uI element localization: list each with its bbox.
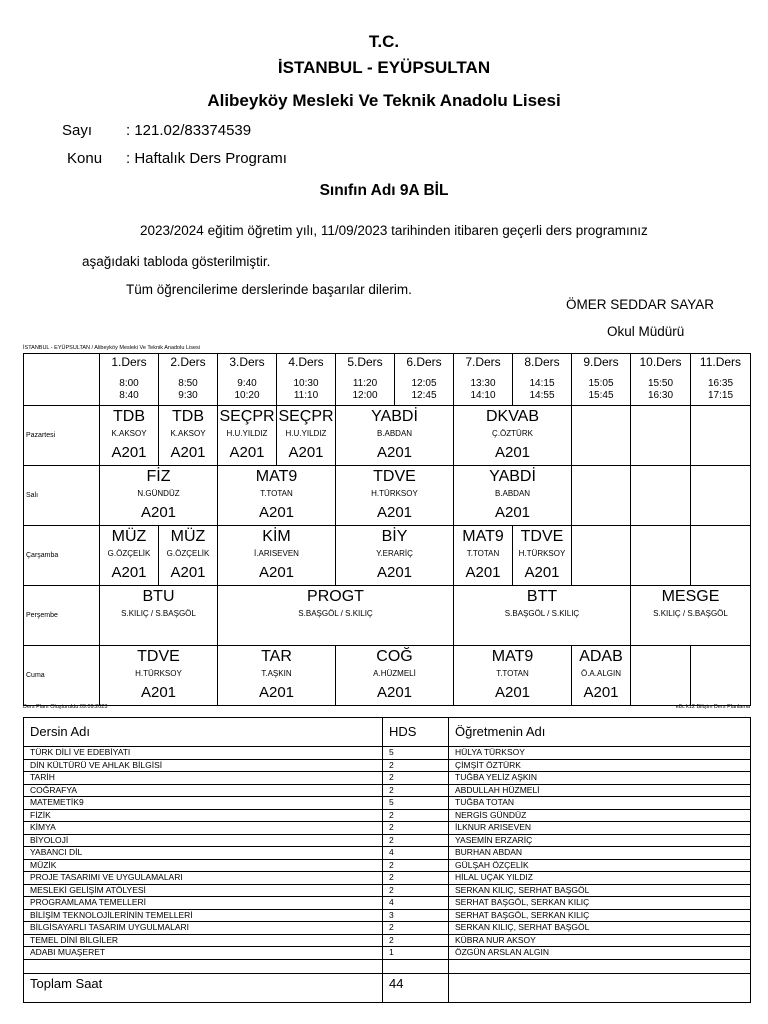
lesson-teacher: B.ABDAN	[376, 429, 413, 438]
period-name: 8.Ders	[524, 355, 560, 369]
lesson-teacher: H.U.YILDIZ	[226, 429, 268, 438]
course-hours: 2	[383, 784, 449, 797]
lesson-code: ADAB	[579, 648, 623, 665]
total-label: Toplam Saat	[24, 973, 383, 1002]
period-name: 10.Ders	[639, 355, 682, 369]
course-row	[24, 784, 751, 797]
lesson-cell	[631, 586, 751, 646]
lesson-code: FİZ	[146, 468, 171, 485]
lesson-room: A201	[376, 684, 413, 701]
course-teacher: SERKAN KILIÇ, SERHAT BAŞGÖL	[449, 922, 751, 935]
lesson-code: MESGE	[661, 588, 720, 605]
lesson-cell	[336, 526, 454, 586]
lesson-code: TDVE	[373, 468, 416, 485]
period-start: 14:15	[529, 378, 555, 389]
lesson-cell	[454, 586, 631, 646]
lesson-teacher: N.GÜNDÜZ	[137, 489, 180, 498]
sayi-value: : 121.02/83374539	[126, 122, 252, 139]
period-header	[395, 354, 454, 406]
day-name: Cuma	[24, 646, 100, 706]
course-name: TEMEL DİNİ BİLGİLER	[24, 934, 383, 947]
period-end: 12:00	[352, 390, 378, 401]
course-row	[24, 759, 751, 772]
lesson-code: MAT9	[255, 468, 298, 485]
day-name: Salı	[24, 466, 100, 526]
lesson-code: SEÇPR	[219, 408, 275, 425]
course-row	[24, 847, 751, 860]
course-name: BİLGİSAYARLI TASARIM UYGULMALARI	[24, 922, 383, 935]
lesson-teacher: T.TOTAN	[496, 669, 529, 678]
course-hours: 1	[383, 947, 449, 960]
lesson-room: A201	[288, 444, 324, 461]
lesson-room: A201	[524, 564, 560, 581]
period-name: 2.Ders	[170, 355, 206, 369]
lesson-cell	[454, 646, 572, 706]
period-name: 11.Ders	[699, 355, 742, 369]
signature-name: ÖMER SEDDAR SAYAR	[566, 297, 715, 312]
sayi-label: Sayı	[62, 122, 93, 139]
course-column-header: Dersin Adı	[24, 718, 383, 747]
course-hours: 2	[383, 759, 449, 772]
course-teacher: HİLAL UÇAK YILDIZ	[449, 872, 751, 885]
course-row	[24, 747, 751, 760]
course-teacher: SERHAT BAŞGÖL, SERKAN KILIÇ	[449, 897, 751, 910]
course-hours: 2	[383, 772, 449, 785]
blank-cell	[24, 959, 383, 973]
lesson-teacher: H.U.YILDIZ	[285, 429, 327, 438]
lesson-room: A201	[583, 684, 619, 701]
lesson-cell	[572, 526, 631, 586]
course-teacher: KÜBRA NUR AKSOY	[449, 934, 751, 947]
schedule-day-row	[24, 526, 751, 586]
lesson-cell	[100, 646, 218, 706]
course-hours: 2	[383, 884, 449, 897]
lesson-teacher: K.AKSOY	[111, 429, 147, 438]
lesson-code: MAT9	[462, 528, 504, 545]
course-hours: 2	[383, 934, 449, 947]
course-hours: 2	[383, 872, 449, 885]
lesson-room: A201	[170, 564, 206, 581]
blank-cell	[383, 959, 449, 973]
period-start: 16:35	[707, 378, 734, 389]
lesson-cell	[631, 406, 691, 466]
schedule-table	[23, 353, 751, 706]
schedule-footer-left: Ders Planı Oluşturuldu:09.09.2023	[23, 704, 108, 710]
lesson-cell	[100, 466, 218, 526]
lesson-code: MAT9	[491, 648, 534, 665]
lesson-room: A201	[494, 504, 531, 521]
period-start: 8:50	[178, 378, 198, 389]
period-end: 16:30	[647, 390, 674, 401]
lesson-teacher: Ç.ÖZTÜRK	[492, 429, 533, 438]
course-name: MÜZİK	[24, 859, 383, 872]
period-header	[159, 354, 218, 406]
header-city: İSTANBUL - EYÜPSULTAN	[277, 58, 491, 77]
lesson-code: MÜZ	[111, 528, 147, 545]
course-name: MESLEKİ GELİŞİM ATÖLYESİ	[24, 884, 383, 897]
period-spacer	[454, 369, 512, 378]
schedule-day-row	[24, 586, 751, 646]
period-name: 7.Ders	[465, 355, 501, 369]
period-start: 13:30	[470, 378, 496, 389]
lesson-code: YABDİ	[489, 468, 536, 485]
lesson-cell	[100, 406, 159, 466]
day-name: Çarşamba	[24, 526, 100, 586]
period-spacer	[277, 369, 335, 378]
period-header	[513, 354, 572, 406]
course-row	[24, 772, 751, 785]
lesson-code: PROGT	[307, 588, 364, 605]
lesson-teacher: Y.ERARİÇ	[376, 549, 413, 558]
course-name: ADABI MUAŞERET	[24, 947, 383, 960]
lesson-cell	[159, 526, 218, 586]
lesson-cell	[513, 526, 572, 586]
course-column-header: HDS	[383, 718, 449, 747]
course-name: PROGRAMLAMA TEMELLERİ	[24, 897, 383, 910]
period-header	[277, 354, 336, 406]
lesson-cell	[218, 466, 336, 526]
class-title: Sınıfın Adı 9A BİL	[319, 182, 449, 199]
period-name: 1.Ders	[111, 355, 147, 369]
lesson-cell	[631, 646, 691, 706]
course-name: TÜRK DİLİ VE EDEBİYATI	[24, 747, 383, 760]
period-end: 14:10	[470, 390, 496, 401]
lesson-teacher: G.ÖZÇELİK	[107, 549, 151, 558]
period-start: 8:00	[119, 378, 139, 389]
lesson-teacher: A.HÜZMELİ	[373, 669, 416, 678]
period-end: 17:15	[707, 390, 734, 401]
period-header	[336, 354, 395, 406]
period-start: 11:20	[352, 378, 378, 389]
body-paragraph-3: Tüm öğrencilerime derslerinde başarılar dilerim.	[126, 282, 412, 297]
course-name: COĞRAFYA	[24, 784, 383, 797]
course-row	[24, 859, 751, 872]
lesson-teacher: B.ABDAN	[494, 489, 531, 498]
course-teacher: TUĞBA YELİZ AŞKIN	[449, 772, 751, 785]
lesson-code: BİY	[381, 528, 408, 545]
lesson-code: BTT	[526, 588, 558, 605]
lesson-teacher: S.KILIÇ / S.BAŞGÖL	[121, 609, 196, 618]
course-teacher: HÜLYA TÜRKSOY	[449, 747, 751, 760]
lesson-cell	[336, 406, 454, 466]
course-hours: 2	[383, 834, 449, 847]
period-name: 4.Ders	[288, 355, 324, 369]
konu-value: : Haftalık Ders Programı	[126, 150, 287, 167]
lesson-teacher: H.TÜRKSOY	[135, 669, 182, 678]
schedule-corner-cell	[24, 354, 100, 406]
lesson-cell	[454, 526, 513, 586]
lesson-room: A201	[111, 564, 147, 581]
lesson-teacher: H.TÜRKSOY	[518, 549, 566, 558]
course-name: FİZİK	[24, 809, 383, 822]
header-school: Alibeyköy Mesleki Ve Teknik Anadolu Lisesi	[207, 91, 561, 110]
course-blank-row	[24, 959, 751, 973]
period-header	[572, 354, 631, 406]
period-name: 3.Ders	[229, 355, 265, 369]
lesson-cell	[691, 406, 751, 466]
course-column-header: Öğretmenin Adı	[449, 718, 751, 747]
blank-cell	[449, 959, 751, 973]
period-end: 11:10	[293, 390, 319, 401]
lesson-cell	[631, 466, 691, 526]
day-name: Perşembe	[24, 586, 100, 646]
lesson-cell	[218, 646, 336, 706]
course-teacher: ABDULLAH HÜZMELİ	[449, 784, 751, 797]
course-teacher: SERHAT BAŞGÖL, SERKAN KILIÇ	[449, 909, 751, 922]
lesson-room: A201	[494, 444, 531, 461]
course-row	[24, 947, 751, 960]
period-name: 5.Ders	[347, 355, 383, 369]
lesson-cell	[691, 526, 751, 586]
course-teacher: GÜLŞAH ÖZÇELİK	[449, 859, 751, 872]
period-end: 10:20	[234, 390, 260, 401]
period-spacer	[513, 369, 571, 378]
course-teacher: ÖZGÜN ARSLAN ALGIN	[449, 947, 751, 960]
course-row	[24, 934, 751, 947]
course-row	[24, 872, 751, 885]
period-header	[100, 354, 159, 406]
course-row	[24, 884, 751, 897]
lesson-teacher: T.TOTAN	[466, 549, 500, 558]
konu-label: Konu	[67, 150, 103, 167]
course-teacher: TUĞBA TOTAN	[449, 797, 751, 810]
course-row	[24, 909, 751, 922]
period-spacer	[100, 369, 158, 378]
lesson-cell	[631, 526, 691, 586]
lesson-room: A201	[140, 504, 177, 521]
lesson-cell	[572, 406, 631, 466]
course-hours: 4	[383, 897, 449, 910]
schedule-caption: İSTANBUL - EYÜPSULTAN / Alibeyköy Mesleki Ve Teknik Anadolu Lisesi	[23, 345, 200, 351]
course-name: KİMYA	[24, 822, 383, 835]
lesson-cell	[454, 466, 572, 526]
schedule-day-row	[24, 466, 751, 526]
signature-title: Okul Müdürü	[607, 324, 685, 339]
lesson-room: A201	[376, 564, 413, 581]
lesson-room: A201	[376, 504, 413, 521]
lesson-code: TDB	[113, 408, 145, 425]
course-hours: 5	[383, 797, 449, 810]
lesson-room: A201	[140, 684, 177, 701]
lesson-code: MÜZ	[170, 528, 206, 545]
course-hours: 5	[383, 747, 449, 760]
lesson-cell	[336, 466, 454, 526]
lesson-cell	[336, 646, 454, 706]
schedule-footer-right: e8c k12 Bilişim Ders Planlama	[675, 704, 750, 710]
course-name: BİYOLOJİ	[24, 834, 383, 847]
lesson-room: A201	[170, 444, 206, 461]
period-end: 9:30	[178, 390, 198, 401]
body-paragraph-1: 2023/2024 eğitim öğretim yılı, 11/09/2023 tarihinden itibaren geçerli ders programınız	[140, 223, 648, 238]
course-row	[24, 809, 751, 822]
schedule-day-row	[24, 406, 751, 466]
course-hours: 2	[383, 922, 449, 935]
period-header	[218, 354, 277, 406]
course-hours: 2	[383, 809, 449, 822]
period-start: 9:40	[237, 378, 257, 389]
lesson-cell	[691, 466, 751, 526]
lesson-cell	[218, 526, 336, 586]
lesson-cell	[218, 406, 277, 466]
course-row	[24, 822, 751, 835]
lesson-room: A201	[258, 504, 295, 521]
course-name: YABANCI DİL	[24, 847, 383, 860]
period-header	[454, 354, 513, 406]
period-end: 15:45	[588, 390, 614, 401]
course-row	[24, 897, 751, 910]
course-name: MATEMETİK9	[24, 797, 383, 810]
lesson-teacher: K.AKSOY	[170, 429, 206, 438]
lesson-code: TDB	[172, 408, 204, 425]
course-name: PROJE TASARIMI VE UYGULAMALARI	[24, 872, 383, 885]
period-name: 9.Ders	[583, 355, 619, 369]
lesson-room: A201	[258, 684, 295, 701]
course-hours: 2	[383, 822, 449, 835]
lesson-cell	[691, 646, 751, 706]
course-row	[24, 797, 751, 810]
lesson-teacher: S.BAŞGÖL / S.KILIÇ	[298, 609, 373, 618]
lesson-code: TDVE	[520, 528, 564, 545]
total-value: 44	[383, 973, 449, 1002]
lesson-teacher: İ.ARISEVEN	[254, 549, 299, 558]
lesson-code: KİM	[262, 528, 291, 545]
period-end: 12:45	[411, 390, 437, 401]
lesson-code: BTU	[142, 588, 175, 605]
period-header	[631, 354, 691, 406]
period-spacer	[631, 369, 690, 378]
period-spacer	[395, 369, 453, 378]
lesson-room: A201	[111, 444, 147, 461]
lesson-cell	[572, 466, 631, 526]
lesson-code: DKVAB	[485, 408, 540, 425]
lesson-cell	[277, 406, 336, 466]
lesson-teacher: T.AŞKIN	[261, 669, 292, 678]
lesson-cell	[100, 586, 218, 646]
course-header-row	[24, 718, 751, 747]
course-name: BİLİŞİM TEKNOLOJİLERİNİN TEMELLERİ	[24, 909, 383, 922]
total-blank	[449, 973, 751, 1002]
lesson-teacher: S.BAŞGÖL / S.KILIÇ	[504, 609, 580, 618]
course-hours: 3	[383, 909, 449, 922]
header-tc: T.C.	[368, 32, 400, 51]
lesson-room: A201	[376, 444, 413, 461]
lesson-cell	[572, 646, 631, 706]
course-total-row	[24, 973, 751, 1002]
period-start: 12:05	[411, 378, 437, 389]
period-header	[691, 354, 751, 406]
course-table	[23, 717, 751, 1003]
course-teacher: NERGİS GÜNDÜZ	[449, 809, 751, 822]
lesson-code: COĞ	[376, 648, 413, 665]
lesson-cell	[454, 406, 572, 466]
period-spacer	[572, 369, 630, 378]
course-teacher: BURHAN ABDAN	[449, 847, 751, 860]
period-end: 14:55	[529, 390, 555, 401]
lesson-room: A201	[229, 444, 265, 461]
lesson-room: A201	[258, 564, 295, 581]
lesson-cell	[159, 406, 218, 466]
lesson-teacher: Ö.A.ALGIN	[580, 669, 621, 678]
lesson-code: YABDİ	[371, 408, 418, 425]
course-hours: 4	[383, 847, 449, 860]
lesson-room: A201	[465, 564, 501, 581]
period-spacer	[218, 369, 276, 378]
lesson-code: TAR	[261, 648, 292, 665]
period-spacer	[691, 369, 750, 378]
course-row	[24, 922, 751, 935]
period-start: 15:50	[647, 378, 674, 389]
lesson-cell	[100, 526, 159, 586]
course-teacher: SERKAN KILIÇ, SERHAT BAŞGÖL	[449, 884, 751, 897]
lesson-code: SEÇPR	[278, 408, 334, 425]
course-hours: 2	[383, 859, 449, 872]
body-paragraph-2: aşağıdaki tabloda gösterilmiştir.	[82, 254, 271, 269]
course-teacher: İLKNUR ARISEVEN	[449, 822, 751, 835]
lesson-teacher: H.TÜRKSOY	[371, 489, 418, 498]
period-end: 8:40	[119, 390, 139, 401]
schedule-day-row	[24, 646, 751, 706]
course-teacher: ÇİMŞİT ÖZTÜRK	[449, 759, 751, 772]
lesson-teacher: T.TOTAN	[260, 489, 293, 498]
lesson-teacher: G.ÖZÇELİK	[166, 549, 210, 558]
period-start: 15:05	[588, 378, 614, 389]
course-name: DİN KÜLTÜRÜ VE AHLAK BİLGİSİ	[24, 759, 383, 772]
lesson-code: TDVE	[137, 648, 180, 665]
lesson-room: A201	[494, 684, 531, 701]
period-start: 10:30	[293, 378, 319, 389]
period-spacer	[159, 369, 217, 378]
schedule-header-row	[24, 354, 751, 406]
period-name: 6.Ders	[406, 355, 442, 369]
period-spacer	[336, 369, 394, 378]
course-row	[24, 834, 751, 847]
lesson-cell	[218, 586, 454, 646]
day-name: Pazartesi	[24, 406, 100, 466]
course-teacher: YASEMİN ERZARİÇ	[449, 834, 751, 847]
lesson-teacher: S.KILIÇ / S.BAŞGÖL	[653, 609, 728, 618]
course-name: TARİH	[24, 772, 383, 785]
